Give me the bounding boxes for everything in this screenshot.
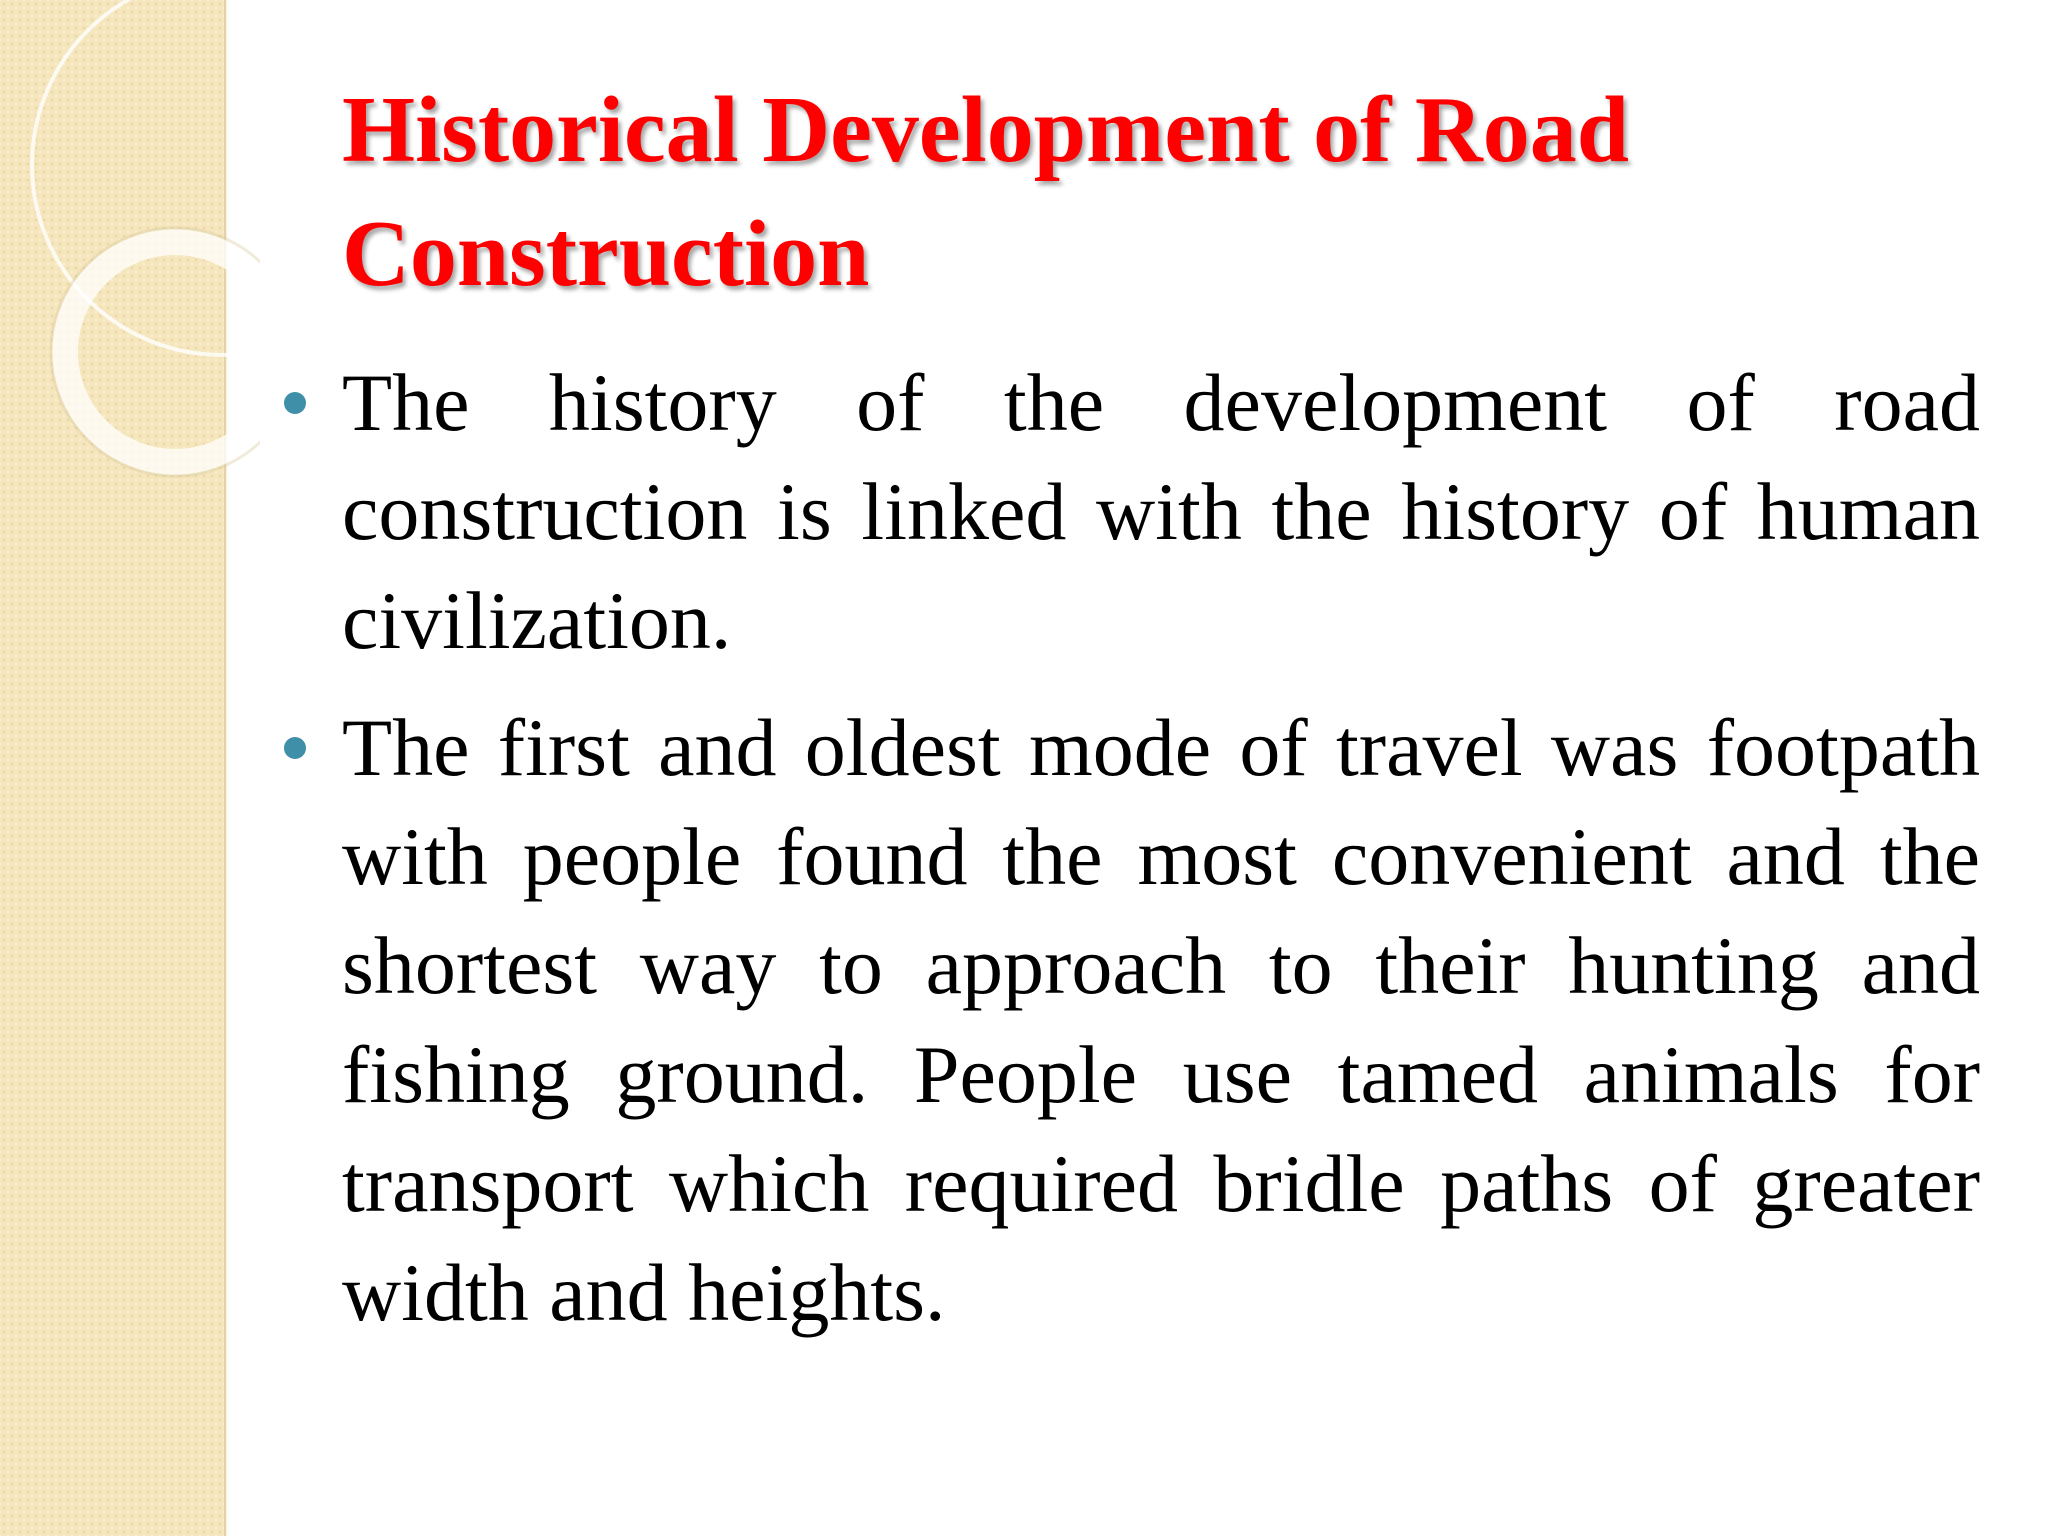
decorative-side-band: [0, 0, 226, 1536]
bullet-list: [342, 348, 1980, 1365]
slide-title: Historical Development of Road Construction: [342, 78, 1630, 306]
bullet-text: The history of the development of road construction is linked with the history of human civilization.: [342, 357, 1980, 666]
bullet-dot-icon: [284, 737, 306, 759]
bullet-item: [342, 693, 1980, 1347]
bullet-dot-icon: [284, 392, 306, 414]
side-band-edge: [224, 0, 228, 1536]
bullet-text: The first and oldest mode of travel was footpath with people found the most convenient and the shortest way to approach to their hunting and fishing ground. People use tamed animals for transport which required bridle paths of greater width and heights.: [342, 702, 1980, 1338]
bullet-item: [342, 348, 1980, 675]
